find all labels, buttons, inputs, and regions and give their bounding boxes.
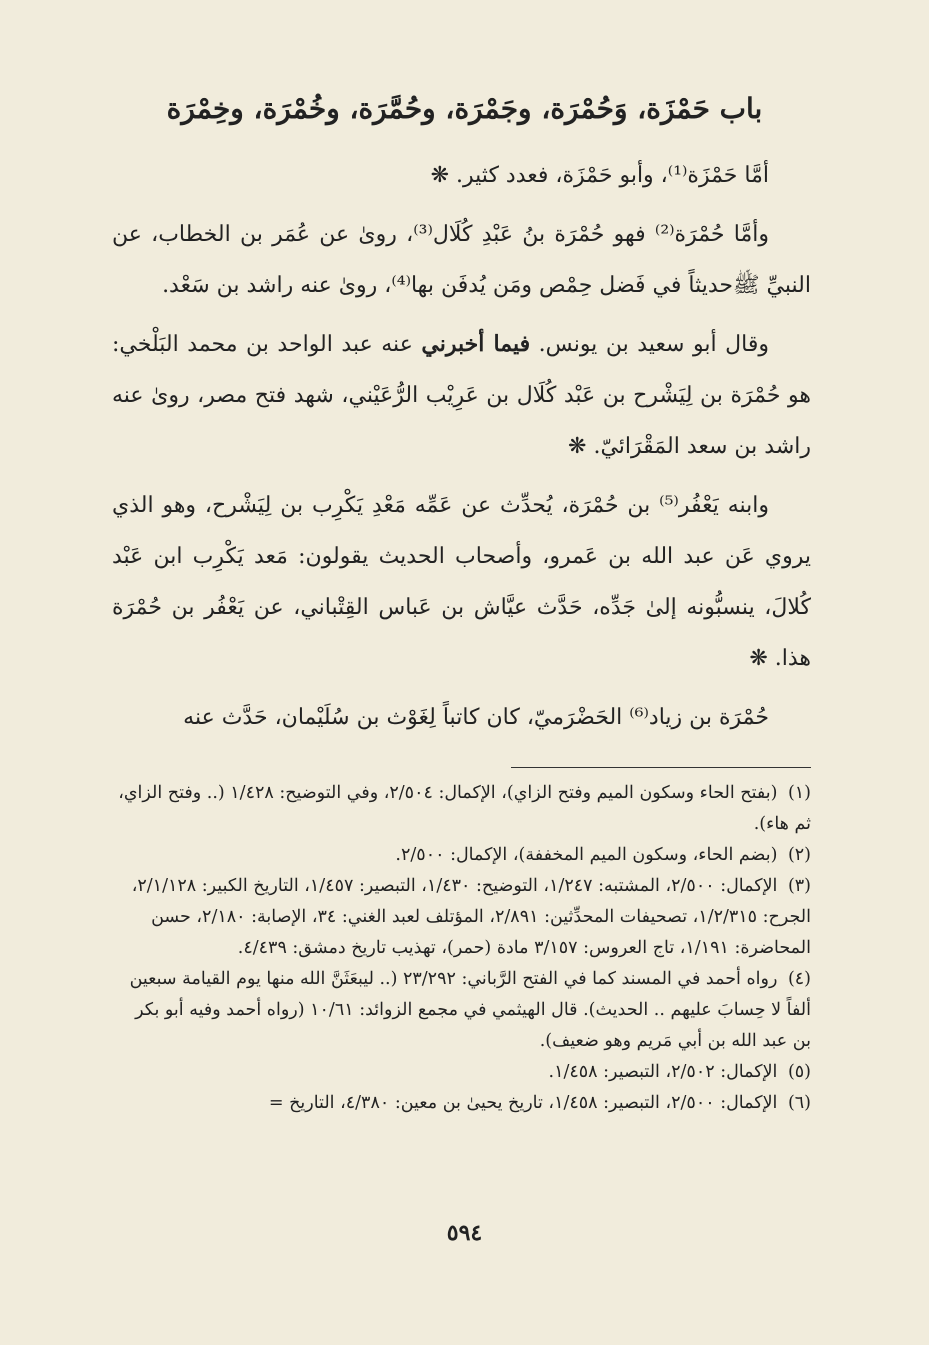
footnote-separator [511,767,811,768]
paragraph-3: وقال أبو سعيد بن يونس. فيما أخبرني عنه عبد الواحد بن محمد البَلْخي: هو حُمْرَة بن لِيَشْرح بن عَبْد كُلَال بن عَرِيْب الرُّعَيْني، شهد فتح مصر، روىٰ عنه راشد بن سعد المَقْرَائيّ. ❋ [112,331,811,459]
footnote-6 [112,1088,811,1119]
footnote-5 [112,1057,811,1088]
footnote-number: (٥) [787,1062,811,1082]
footnotes [112,778,811,1119]
footnote-text: (بفتح الحاء وسكون الميم وفتح الزاي)، الإكمال: ٢/٥٠٤، وفي التوضيح: ١/٤٢٨ (.. وفتح الزاي، ثم هاء). [118,783,811,834]
footnote-text: الإكمال: ٢/٥٠٠، المشتبه: ١/٢٤٧، التوضيح: ١/٤٣٠، التبصير: ١/٤٥٧، التاريخ الكبير: ٢/١/١٢٨، الجرح: ١/٢/٣١٥، تصحيفات المحدِّثين: ٢/٨٩١، المؤتلف لعبد الغني: ٣٤، الإصابة: ٢/١٨٠، حسن المحاضرة: ١/١٩١، تاج العروس: ٣/١٥٧ مادة (حمر)، تهذيب تاريخ دمشق: ٤/٤٣٩. [131,876,811,958]
paragraph-5: حُمْرَة بن زياد⁽⁶⁾ الحَضْرَميّ، كان كاتباً لِغَوْث بن سُلَيْمان، حَدَّث عنه [183,705,769,730]
footnote-number: (٢) [787,845,811,865]
main-text [112,150,811,751]
footnote-number: (١) [787,783,811,803]
paragraph-2: وأمَّا حُمْرَة⁽²⁾ فهو حُمْرَة بنُ عَبْدِ كُلَال⁽³⁾، روىٰ عن عُمَر بن الخطاب، عن النبيِّ ﷺحديثاً في فَضل حِمْص ومَن يُدفَن بها⁽⁴⁾، روىٰ عنه راشد بن سَعْد. [112,222,811,298]
page-number: ٥٩٤ [446,1220,483,1246]
chapter-title: باب حَمْزَة، وَحُمْرَة، وجَمْرَة، وحُمَّرَة، وخُمْرَة، وخِمْرَة [166,92,763,125]
footnote-2 [112,840,811,871]
footnote-text: رواه أحمد في المسند كما في الفتح الرَّباني: ٢٣/٢٩٢ (.. ليبعَثَنَّ الله منها يوم القيامة سبعين ألفاً لا حِسابَ عليهم .. الحديث). قال الهيثمي في مجمع الزوائد: ١٠/٦١ (رواه أحمد وفيه أبو بكر بن عبد الله بن أبي مَريم وهو ضعيف). [129,969,811,1051]
footnote-number: (٤) [787,969,811,989]
footnote-1 [112,778,811,840]
bold-phrase: فيما أخبرني [421,331,531,357]
footnote-text: (بضم الحاء، وسكون الميم المخففة)، الإكمال: ٢/٥٠٠. [395,845,778,865]
footnote-number: (٦) [787,1093,811,1113]
paragraph-4: وابنه يَعْفُر⁽⁵⁾ بن حُمْرَة، يُحدِّث عن عَمِّه مَعْدِ يَكْرِب بن لِيَشْرح، وهو الذي يروي عَن عبد الله بن عَمرو، وأصحاب الحديث يقولون: مَعد يَكْرِب ابن عَبْد كُلالَ، ينسبُّونه إلىٰ جَدِّه، حَدَّث عيَّاش بن عَباس القِتْباني، عن يَعْفُر بن حُمْرَة هذا. ❋ [112,493,811,671]
footnote-text: الإكمال: ٢/٥٠٢، التبصير: ١/٤٥٨. [548,1062,778,1082]
footnote-3 [112,871,811,964]
footnote-4 [112,964,811,1057]
footnote-text: الإكمال: ٢/٥٠٠، التبصير: ١/٤٥٨، تاريخ يحيىٰ بن معين: ٤/٣٨٠، التاريخ = [268,1093,778,1113]
paragraph-1: أمَّا حَمْزَة⁽¹⁾، وأبو حَمْزَة، فعدد كثير. ❋ [430,163,769,188]
footnote-number: (٣) [787,876,811,896]
